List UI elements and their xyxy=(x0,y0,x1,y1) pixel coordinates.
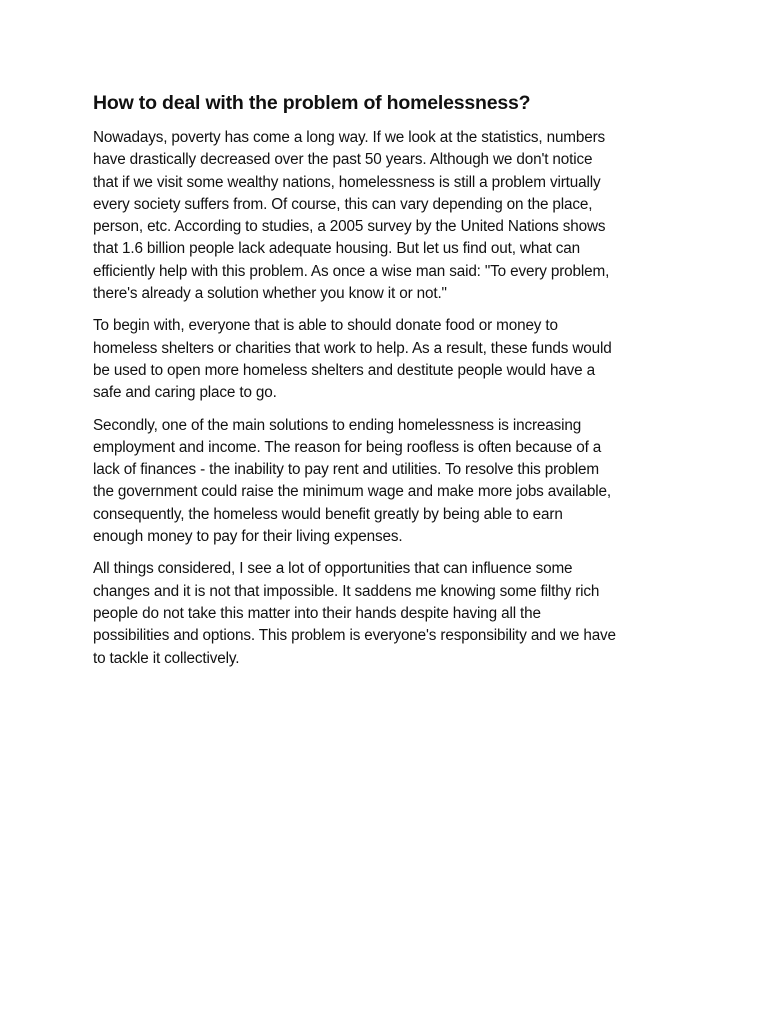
text-line: people do not take this matter into their hands despite having all the xyxy=(93,604,541,622)
text-line: efficiently help with this problem. As once a wise man said: "To every problem, xyxy=(93,262,610,280)
text-line: the government could raise the minimum wage and make more jobs available, xyxy=(93,483,611,501)
document-body xyxy=(93,90,679,680)
text-line: safe and caring place to go. xyxy=(93,384,277,402)
text-line: have drastically decreased over the past 50 years. Although we don't notice xyxy=(93,151,593,169)
text-line: person, etc. According to studies, a 2005 survey by the United Nations shows xyxy=(93,218,606,236)
text-line: employment and income. The reason for being roofless is often because of a xyxy=(93,438,602,456)
text-line: be used to open more homeless shelters and destitute people would have a xyxy=(93,361,595,379)
text-line: that if we visit some wealthy nations, homelessness is still a problem virtually xyxy=(93,173,601,191)
text-line: that 1.6 billion people lack adequate housing. But let us find out, what can xyxy=(93,240,580,258)
paragraph-intro xyxy=(93,127,679,305)
text-line: possibilities and options. This problem is everyone's responsibility and we have xyxy=(93,627,616,645)
text-line: every society suffers from. Of course, this can vary depending on the place, xyxy=(93,195,593,213)
text-line: to tackle it collectively. xyxy=(93,649,240,667)
paragraph-conclusion xyxy=(93,558,679,669)
text-line: there's already a solution whether you know it or not." xyxy=(93,285,447,303)
paragraph-employment xyxy=(93,415,679,549)
text-line: homeless shelters or charities that work to help. As a result, these funds would xyxy=(93,339,612,357)
text-line: All things considered, I see a lot of opportunities that can influence some xyxy=(93,560,573,578)
text-line: changes and it is not that impossible. It saddens me knowing some filthy rich xyxy=(93,582,600,600)
text-line: enough money to pay for their living expenses. xyxy=(93,528,403,546)
text-line: lack of finances - the inability to pay rent and utilities. To resolve this problem xyxy=(93,461,599,479)
text-line: Nowadays, poverty has come a long way. If we look at the statistics, numbers xyxy=(93,129,606,146)
text-line: consequently, the homeless would benefit greatly by being able to earn xyxy=(93,505,563,523)
text-line: To begin with, everyone that is able to should donate food or money to xyxy=(93,317,558,335)
text-line: Secondly, one of the main solutions to ending homelessness is increasing xyxy=(93,416,582,434)
document-title: How to deal with the problem of homelessness? xyxy=(93,92,531,114)
paragraph-donations xyxy=(93,315,679,404)
